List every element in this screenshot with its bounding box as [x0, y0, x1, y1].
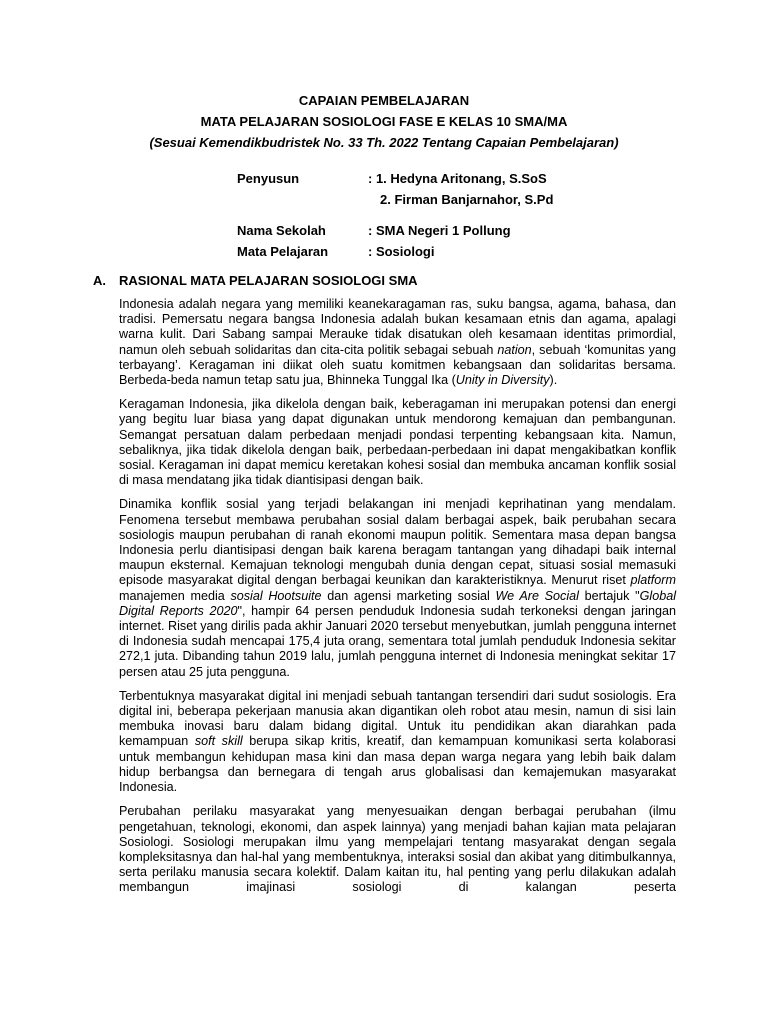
p4-text-c: berupa sikap kritis, kreatif, dan kemampuan komunikasi serta kolaborasi untuk membangun kehidupan masa kini dan masa depan warga negara yang lebih baik dalam hidup berbangsa dan bernegara di tengah arus globalisasi dan kemajemukan masyarakat Indonesia. [119, 734, 676, 795]
p3-text-a: Dinamika konflik sosial yang terjadi belakangan ini menjadi keprihatinan yang mendalam. Fenomena tersebut membawa perubahan sosial dalam berbagai aspek, baik perubahan secara sosiologis maupun perubahan di ranah ekonomi maupun politik. Sementara masa depan bangsa Indonesia perlu diantisipasi dengan baik karena beragam tantangan yang dihadapi baik internal maupun eksternal. Kemajuan teknologi mengubah dunia dengan cepat, situasi sosial memasuki episode masyarakat digital dengan berbagai keunikan dan karakteristiknya. Menurut riset [119, 497, 676, 588]
p3-text-i: ", hampir 64 persen penduduk Indonesia sudah terkoneksi dengan jaringan internet. Riset yang dirilis pada akhir Januari 2020 tersebut menyebutkan, jumlah pengguna internet di Indonesia sudah mencapai 175,4 juta orang, sementara total jumlah penduduk Indonesia sekitar 272,1 juta. Dibanding tahun 2019 lalu, jumlah pengguna internet di Indonesia meningkat sekitar 17 persen atau 25 juta pengguna. [119, 603, 676, 679]
section-letter: A. [93, 273, 106, 288]
p4-text-b: soft skill [194, 734, 243, 749]
p3-text-f: We Are Social [495, 588, 579, 603]
document-header [0, 90, 768, 153]
penyusun-value-1: : 1. Hedyna Aritonang, S.SoS [368, 171, 547, 186]
header-reference: (Sesuai Kemendikbudristek No. 33 Th. 2022 Tentang Capaian Pembelajaran) [149, 135, 619, 150]
paragraph-5: Perubahan perilaku masyarakat yang menyesuaikan dengan berbagai perubahan (ilmu pengetahuan, teknologi, ekonomi, dan aspek lainnya) yang menjadi bahan kajian mata pelajaran Sosiologi. Sosiologi merupakan ilmu yang mempelajari tentang masyarakat dengan segala kompleksitasnya dan hal-hal yang membentuknya, interaksi sosial dan akibat yang ditimbulkannya, serta perilaku manusia secara kolektif. Dalam kaitan itu, hal penting yang perlu dilakukan adalah membangun imajinasi sosiologi di kalangan peserta [119, 804, 676, 895]
penyusun-value-2: 2. Firman Banjarnahor, S.Pd [380, 192, 554, 207]
paragraph-3 [119, 497, 676, 679]
p1-text-e: ). [549, 373, 558, 388]
section-title: RASIONAL MATA PELAJARAN SOSIOLOGI SMA [119, 273, 418, 288]
p3-text-h: Global Digital Reports 2020 [119, 588, 676, 618]
document-body [119, 297, 676, 896]
p1-text-d: Unity in Diversity [455, 373, 550, 388]
mapel-value: : Sosiologi [368, 244, 435, 259]
p3-text-e: dan agensi marketing sosial [321, 588, 496, 603]
p3-text-g: bertajuk " [578, 588, 640, 603]
p1-text-a: Indonesia adalah negara yang memiliki keanekaragaman ras, suku bangsa, agama, bahasa, dan tradisi. Pemersatu negara bangsa Indonesia adalah bukan kesamaan etnis dan agama, apalagi warna kulit. Dari Sabang sampai Merauke tidak disatukan oleh kesamaan identitas primordial, namun oleh sebuah solidaritas dan cita-cita politik sebagai sebuah [119, 297, 676, 357]
p1-text-b: nation [497, 342, 532, 357]
paragraph-2: Keragaman Indonesia, jika dikelola dengan baik, keberagaman ini merupakan potensi dan energi yang begitu luar biasa yang dapat digunakan untuk mendorong kemajuan dan pembangunan. Semangat persatuan dalam perbedaan menjadi pondasi terpenting kebangsaan kita. Namun, sebaliknya, jika tidak dikelola dengan baik, perbedaan-perbedaan ini dapat mengakibatkan konflik sosial. Keragaman ini dapat memicu keretakan kohesi sosial dan membuka ancaman konflik sosial di masa mendatang jika tidak diantisipasi dengan baik. [119, 397, 676, 488]
paragraph-4 [119, 689, 676, 795]
p1-text-c: , sebuah ‘komunitas yang terbayang’. Keragaman ini diikat oleh suatu komitmen kebangsaan dan solidaritas bersama. Berbeda-beda namun tetap satu jua, Bhinneka Tunggal Ika ( [119, 342, 676, 388]
sekolah-value: : SMA Negeri 1 Pollung [368, 223, 511, 238]
p3-text-c: manajemen media [119, 588, 231, 603]
mapel-label: Mata Pelajaran [237, 244, 329, 259]
p3-text-b: platform [630, 573, 676, 588]
p3-text-d: sosial Hootsuite [230, 588, 322, 603]
sekolah-label: Nama Sekolah [237, 223, 326, 238]
penyusun-label: Penyusun [237, 171, 300, 186]
header-title: CAPAIAN PEMBELAJARAN [298, 93, 470, 108]
header-subject: MATA PELAJARAN SOSIOLOGI FASE E KELAS 10 SMA/MA [200, 114, 568, 129]
paragraph-1 [119, 297, 676, 388]
p4-text-a: Terbentuknya masyarakat digital ini menjadi sebuah tantangan tersendiri dari sudut sosiologis. Era digital ini, beberapa pekerjaan manusia akan digantikan oleh robot atau mesin, namun di sisi lain membuka inovasi baru dalam bidang digital. Untuk itu pendidikan akan diarahkan pada kemampuan [119, 688, 676, 749]
